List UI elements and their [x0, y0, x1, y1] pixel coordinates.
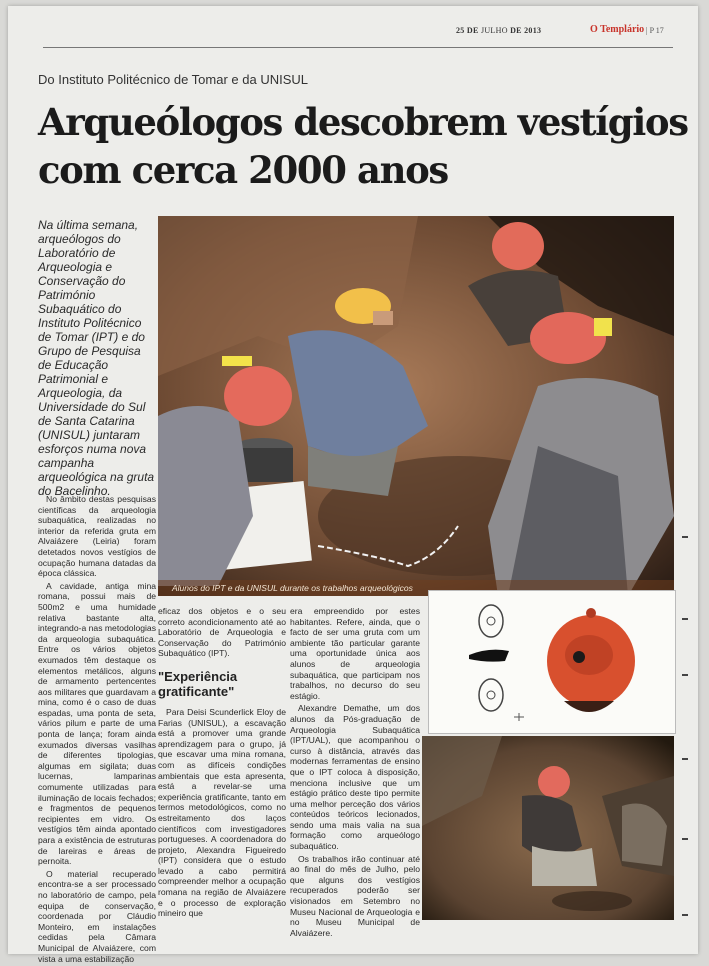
lamp-illustration: [429, 591, 675, 733]
excavation-photo: [158, 216, 674, 596]
paragraph: Alexandre Demathe, um dos alunos da Pós-graduação de Arqueologia Subaquática (IPT/UAL), que acompanhou o curso à distância, através das modernas ferramentas de ensino que o IPT coloca à disposição, menciona inclusive que um estágio prático deste tipo permite uma melhor perceção dos vários conteúdos teóricos lecionados, sendo uma mais valia na sua formação como arqueólogo subaquático.: [290, 703, 420, 852]
excavation-photo-image: [158, 216, 674, 596]
margin-mark: [682, 838, 688, 840]
paragraph: Para Deisi Scunderlick Eloy de Farias (UNISUL), a escavação está a promover uma grande aprendizagem para o grupo, já que escavar uma mina romana, com as difíceis condições ambientais que esta apresenta, está a revelar-se uma experiência gratificante, tanto em termos metodológicos, como no estreitamento dos laços científicos com investigadores portugueses. A coordenadora do projeto, Alexandra Figueiredo (IPT) considera que o estudo levado a cabo permitirá compreender melhor a ocupação romana na região de Alvaiázere e o processo de exploração mineiro que: [158, 706, 286, 919]
paragraph: O material recuperado encontra-se a ser processado no laboratório de campo, pela equipa de conservação, coordenada por Cláudio Monteiro, em instalações cedidas pela Câmara Municipal de Alvaiázere, com vista a uma estabilização: [38, 868, 156, 964]
page-number: | P 17: [646, 26, 664, 35]
margin-mark: [682, 758, 688, 760]
page-header: [8, 24, 698, 44]
headline-line-1: Arqueólogos descobrem vestígios: [38, 100, 688, 144]
article-headline: [38, 98, 688, 194]
article-kicker: Do Instituto Politécnico de Tomar e da UNISUL: [38, 72, 309, 87]
cave-photo: [422, 736, 674, 920]
margin-mark: [682, 536, 688, 538]
date-day: 25 DE: [456, 26, 479, 35]
margin-mark: [682, 914, 688, 916]
date-year: DE 2013: [510, 26, 542, 35]
paragraph: eficaz dos objetos e o seu correto acondicionamento até ao Laboratório de Arqueologia e Conservação do Património Subaquático (IPT).: [158, 606, 286, 659]
artifacts-photo: [428, 590, 676, 734]
paragraph: era empreendido por estes habitantes. Refere, ainda, que o facto de ser uma gruta com um ambiente tão particular garante uma oportunidade única aos alunos de arqueologia subaquática, que participam nos trabalhos, no decurso do seu estágio.: [290, 606, 420, 701]
margin-mark: [682, 618, 688, 620]
article-lead: Na última semana, arqueólogos do Laboratório de Arqueologia e Conservação do Património Subaquático do Instituto Politécnico de Tomar (IPT) e do Grupo de Pesquisa de Educação Patrimonial e Arqueologia, da Universidade do Sul de Santa Catarina (UNISUL) juntaram esforços numa nova campanha arqueológica na gruta do Bacelinho.: [38, 218, 155, 498]
issue-date: [456, 26, 541, 35]
text-column-2: [158, 606, 286, 921]
paragraph: No âmbito destas pesquisas científicas da arqueologia subaquática, realizadas no interior da referida gruta em Alvaiázere (Leiria) foram detetados novos vestígios de ocupação humana datadas da época clássica.: [38, 494, 156, 579]
newspaper-page: [8, 6, 698, 964]
paragraph: A cavidade, antiga mina romana, possui mais de 500m2 e uma humidade relativa bastante alta, integrando-a nas metodologias da arqueologia subaquática. Entre os vários objetos exumados têm destaque os elementos metálicos, alguns de armamento pertencentes aos militares que guardavam a mina, como é o caso de duas espadas, uma ponta de seta, vários pilum e parte de uma ponta de lança; foram ainda exumados diversas vasilhas de diferentes tipologias, algumas em sigilata; duas lucernas, lamparinas comumente utilizadas para iluminação de locais fechados; e fragmentos de pequenos recipientes em vidro. Os vestígios têm ainda apontado para a existência de estruturas de lareiras e áreas de pernoita.: [38, 580, 157, 867]
date-month: JULHO: [480, 26, 508, 35]
photo-caption: Alunos do IPT e da UNISUL durante os trabalhos arqueológicos: [158, 580, 674, 596]
text-column-3: [290, 606, 420, 940]
headline-line-2: com cerca 2000 anos: [38, 148, 448, 192]
newspaper-name: O Templário: [590, 24, 645, 35]
paragraph: Os trabalhos irão continuar até ao final do mês de Julho, pelo que alguns dos vestígios recuperados poderão ser visionados em Setembro no Museu Nacional de Arqueologia e no Museu Municipal de Alvaiázere.: [290, 853, 420, 938]
cave-photo-image: [422, 736, 674, 920]
text-column-1: [38, 494, 156, 966]
section-subhead: "Experiência gratificante": [158, 668, 238, 699]
header-rule: [43, 47, 673, 48]
margin-mark: [682, 674, 688, 676]
